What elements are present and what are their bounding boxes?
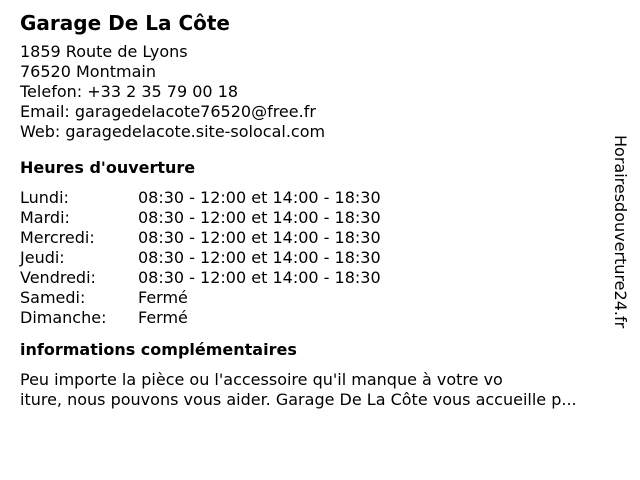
day-hours: 08:30 - 12:00 et 14:00 - 18:30 <box>138 268 381 287</box>
web-line <box>20 122 620 142</box>
day-label: Lundi: <box>20 188 69 207</box>
address-line-2: 76520 Montmain <box>20 62 156 81</box>
email-label: Email: <box>20 102 70 121</box>
hours-row-vendredi <box>20 268 620 288</box>
phone-number[interactable]: +33 2 35 79 00 18 <box>87 82 239 101</box>
email-address[interactable]: garagedelacote76520@free.fr <box>74 102 316 121</box>
day-hours: Fermé <box>138 308 188 327</box>
day-label: Dimanche: <box>20 308 107 327</box>
email-line <box>20 102 620 122</box>
info-title: informations complémentaires <box>20 340 297 359</box>
info-text <box>20 370 624 410</box>
hours-row-jeudi <box>20 248 620 268</box>
business-name: Garage De La Côte <box>20 11 230 35</box>
hours-row-mercredi <box>20 228 620 248</box>
hours-row-samedi <box>20 288 620 308</box>
day-hours: 08:30 - 12:00 et 14:00 - 18:30 <box>138 228 381 247</box>
day-label: Mercredi: <box>20 228 95 247</box>
day-label: Samedi: <box>20 288 86 307</box>
contact-block <box>20 42 620 142</box>
day-label: Jeudi: <box>20 248 65 267</box>
day-label: Vendredi: <box>20 268 96 287</box>
hours-title: Heures d'ouverture <box>20 158 196 177</box>
site-watermark: Horairesdouverture24.fr <box>611 135 630 329</box>
day-hours: 08:30 - 12:00 et 14:00 - 18:30 <box>138 208 381 227</box>
info-line-2: iture, nous pouvons vous aider. Garage De La Côte vous accueille p... <box>20 390 577 409</box>
hours-row-lundi <box>20 188 620 208</box>
day-hours: 08:30 - 12:00 et 14:00 - 18:30 <box>138 188 381 207</box>
hours-row-mardi <box>20 208 620 228</box>
day-hours: Fermé <box>138 288 188 307</box>
address-line-1: 1859 Route de Lyons <box>20 42 188 61</box>
info-line-1: Peu importe la pièce ou l'accessoire qu'il manque à votre vo <box>20 370 503 389</box>
hours-table <box>20 188 620 328</box>
business-card <box>20 8 620 410</box>
phone-line <box>20 82 620 102</box>
day-hours: 08:30 - 12:00 et 14:00 - 18:30 <box>138 248 381 267</box>
web-link[interactable]: garagedelacote.site-solocal.com <box>65 122 326 141</box>
web-label: Web: <box>20 122 61 141</box>
phone-label: Telefon: <box>20 82 83 101</box>
day-label: Mardi: <box>20 208 70 227</box>
hours-row-dimanche <box>20 308 620 328</box>
